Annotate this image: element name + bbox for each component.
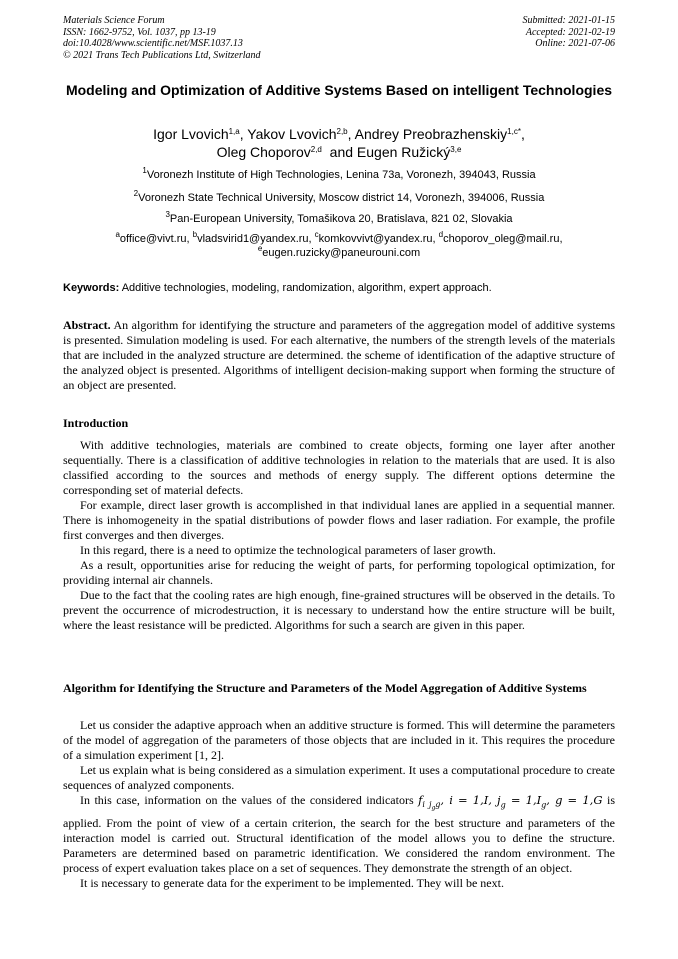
author-sup: 1,a: [228, 127, 240, 136]
paragraph-text: In this case, information on the values of the considered indicators: [80, 793, 419, 807]
formula-subscript: i j: [422, 800, 432, 810]
keywords-label: Keywords:: [63, 282, 120, 294]
author-name: Eugen Ružický: [356, 144, 451, 160]
email-marker: e: [257, 244, 263, 253]
journal-issn: ISSN: 1662-9752, Vol. 1037, pp 13-19: [63, 26, 216, 38]
affiliation-number: 2: [133, 189, 139, 198]
journal-doi: doi:10.4028/www.scientific.net/MSF.1037.13: [63, 38, 243, 49]
email-marker: d: [438, 230, 444, 239]
affiliation-number: 1: [142, 166, 147, 175]
formula-subscript: g: [435, 800, 441, 810]
dates-header: [523, 15, 616, 50]
formula-text: , i = 1,I, j: [440, 793, 501, 807]
paragraph: In this regard, there is a need to optimize the technological parameters of laser growth.: [80, 543, 496, 557]
paragraph-with-formula: [63, 793, 615, 876]
affiliation-text: Voronezh Institute of High Technologies, Lenina 73a, Voronezh, 394043, Russia: [146, 169, 536, 181]
formula-subscript: g: [541, 800, 547, 810]
algorithm-body: [63, 718, 615, 891]
affiliation-2: [63, 191, 615, 205]
author-list: Igor Lvovich$^{1,a}$, Yakov Lvovich$^{2,b}$, Andrey Preobrazhenskiy$^{1,c*}$, Oleg Choporov$^{2,d}$ and Eugen Ružický$^{3,e}$: [153, 126, 525, 160]
journal-header: [63, 15, 261, 61]
accepted-date: Accepted: 2021-02-19: [525, 26, 615, 38]
section-heading-algorithm: Algorithm for Identifying the Structure and Parameters of the Model Aggregation of Additive Systems: [63, 681, 587, 695]
author-sup: 3,e: [450, 145, 462, 154]
email-link[interactable]: vladsvirid1@yandex.ru,: [197, 233, 312, 245]
author-name: Oleg Choporov: [216, 144, 311, 160]
formula-subscript: g: [500, 800, 506, 810]
email-marker: a: [115, 230, 120, 239]
introduction-body: [63, 438, 615, 633]
paragraph-text: is applied. From the point of view of a certain criterion, the search for the best structure and parameters of the interaction model is carried out. Structural identification of the model allows you to define the structure. Parameters are determined based on parametric identification. We considered the random environment. The process of expert evaluation takes place on a set of sequences. They demonstrate the strength of an object.: [63, 793, 615, 875]
author-name: Yakov Lvovich: [247, 126, 337, 142]
author-sup: 2,b: [336, 127, 348, 136]
formula-text: 1,G: [582, 793, 603, 807]
submitted-date: Submitted: 2021-01-15: [522, 15, 615, 26]
email-marker: b: [192, 230, 198, 239]
keywords-text: Additive technologies, modeling, randomization, algorithm, expert approach.: [121, 282, 492, 294]
formula: [418, 793, 603, 812]
email-link[interactable]: office@vivt.ru,: [119, 233, 190, 245]
author-conjunction: and: [329, 144, 354, 160]
affiliation-3: [63, 212, 615, 226]
formula-text: = 1,I: [505, 793, 542, 807]
paper-title: Modeling and Optimization of Additive Systems Based on intelligent Technologies: [65, 82, 613, 98]
affiliation-text: Voronezh State Technical University, Moscow district 14, Voronezh, 394006, Russia: [138, 192, 545, 204]
journal-copyright: © 2021 Trans Tech Publications Ltd, Switzerland: [63, 49, 261, 61]
affiliation-text: Pan-European University, Tomašikova 20, Bratislava, 821 02, Slovakia: [169, 213, 513, 225]
formula-subscript: g: [431, 804, 436, 812]
abstract: [63, 318, 615, 393]
paragraph: For example, direct laser growth is accomplished in that individual lanes are applied in a sequential manner. There is inhomogeneity in the spatial distributions of powder flows and laser radiation. For example, the profile first converges and then diverges.: [63, 498, 615, 542]
formula-text: , g =: [546, 793, 578, 807]
email-marker: c: [314, 230, 319, 239]
author-name: Andrey Preobrazhenskiy: [354, 126, 508, 142]
paragraph: Let us consider the adaptive approach when an additive structure is formed. This will determine the parameters of the model of aggregation of the parameters of those objects that are included in it. This requires the procedure of a simulation experiment [1, 2].: [63, 718, 615, 762]
paragraph: Let us explain what is being considered as a simulation experiment. It uses a computational procedure to create sequences of analyzed components.: [63, 763, 615, 792]
online-date: Online: 2021-07-06: [535, 38, 615, 49]
author-emails: [63, 232, 615, 260]
paragraph: As a result, opportunities arise for reducing the weight of parts, for performing topological optimization, for providing internal air channels.: [63, 558, 615, 587]
email-link[interactable]: eugen.ruzicky@paneurouni.com: [262, 247, 421, 259]
abstract-text: An algorithm for identifying the structure and parameters of the aggregation model of additive systems is presented. Simulation modeling is used. For each alternative, the numbers of the strength levels of the materials that are included in the analyzed structure are determined. the scheme of identification of the adaptive structure of the analyzed object is presented. Algorithms of intelligent decision-making support when forming the structure of an object are presented.: [63, 318, 615, 392]
email-link[interactable]: choporov_oleg@mail.ru,: [443, 233, 563, 245]
affiliation-1: [63, 168, 615, 182]
keywords: [63, 281, 615, 295]
paragraph: Due to the fact that the cooling rates are high enough, fine-grained structures will be observed in the details. To prevent the occurrence of microdestruction, it is necessary to understand how the entire structure will be built, where the least resistance will be predicted. Algorithms for such a search are given in this paper.: [63, 588, 615, 632]
author-sup: 1,c*: [507, 127, 521, 136]
section-heading-introduction: Introduction: [63, 416, 129, 430]
author-sup: 2,d: [310, 145, 322, 154]
affiliation-number: 3: [165, 210, 170, 219]
paragraph: With additive technologies, materials are combined to create objects, forming one layer after another sequentially. There is a classification of additive technologies in relation to the materials that are used. It is also classified according to the sources and methods of energy supply. The different options determine the corresponding set of material defects.: [63, 438, 615, 497]
journal-name: Materials Science Forum: [63, 15, 165, 26]
email-link[interactable]: komkovvivt@yandex.ru,: [318, 233, 436, 245]
abstract-label: Abstract.: [63, 318, 111, 332]
paragraph: It is necessary to generate data for the experiment to be implemented. They will be next.: [80, 875, 504, 890]
formula-symbol: f: [418, 793, 423, 807]
author-name: Igor Lvovich: [153, 126, 229, 142]
